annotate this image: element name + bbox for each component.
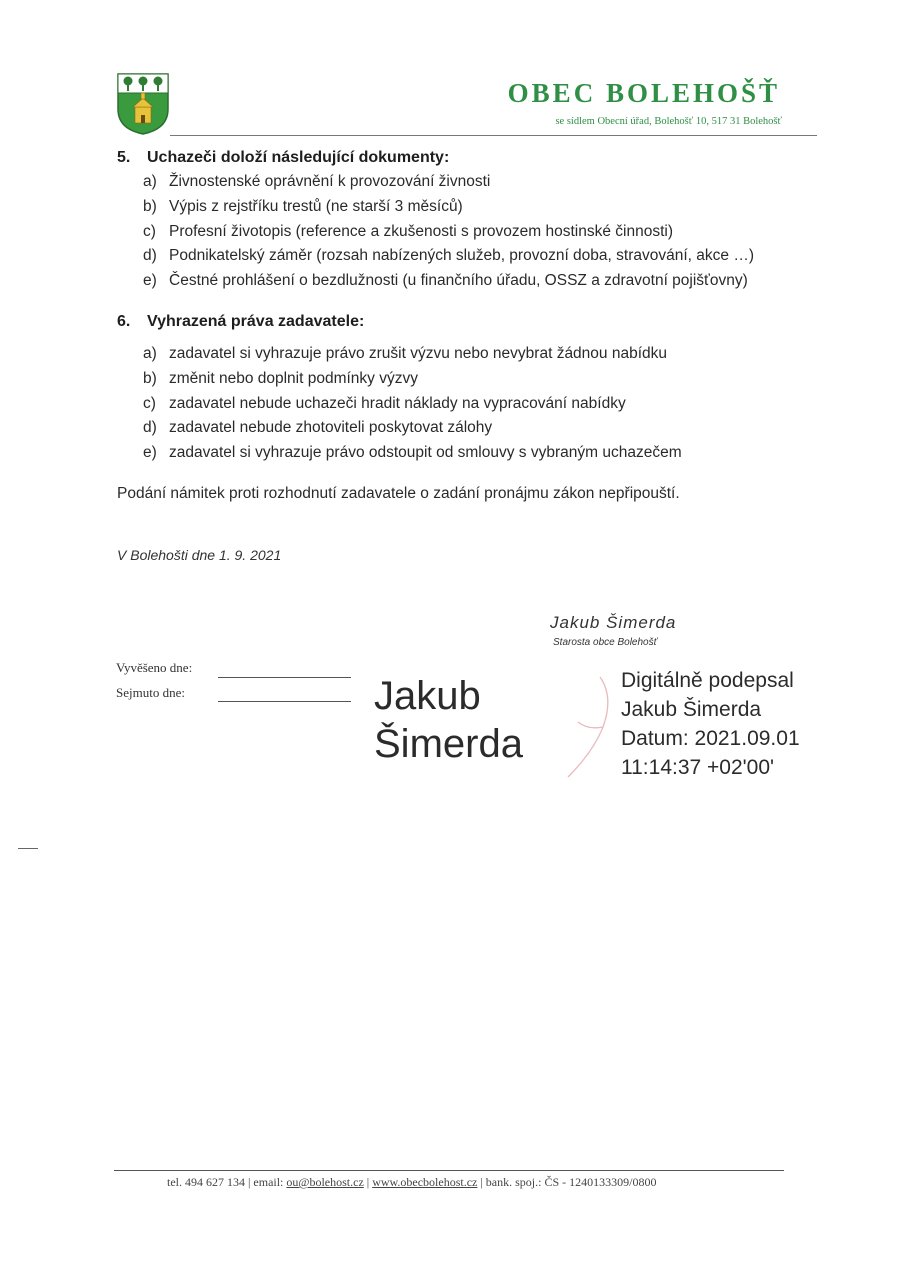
place-date: V Bolehošti dne 1. 9. 2021 xyxy=(117,547,282,563)
digital-signature-info xyxy=(621,666,800,782)
list-item: e) zadavatel si vyhrazuje právo odstoupit od smlouvy s vybraným uchazečem xyxy=(143,444,682,461)
footer-contact: tel. 494 627 134 | email: ou@bolehost.cz | www.obecbolehost.cz | bank. spoj.: ČS - 1240133309/0800 xyxy=(167,1175,657,1189)
signer-name: Jakub Šimerda xyxy=(550,613,677,632)
removed-label: Sejmuto dne: xyxy=(116,685,185,700)
digital-signature-line: 11:14:37 +02'00' xyxy=(621,756,775,779)
list-item: e) Čestné prohlášení o bezdlužnosti (u finančního úřadu, OSSZ a zdravotní pojišťovny) xyxy=(143,272,748,289)
section-5-number: 5. xyxy=(117,149,131,166)
signature-name-large xyxy=(374,672,523,768)
section-6-number: 6. xyxy=(117,313,131,330)
signature-stroke-icon xyxy=(548,672,618,782)
digital-signature-line: Jakub Šimerda xyxy=(621,698,762,721)
list-item: d) zadavatel nebude zhotoviteli poskytovat zálohy xyxy=(143,419,493,436)
header-divider xyxy=(170,135,817,136)
signature-name-last: Šimerda xyxy=(374,722,523,766)
org-name: OBEC BOLEHOŠŤ xyxy=(507,78,780,108)
list-item: b) změnit nebo doplnit podmínky výzvy xyxy=(143,370,418,387)
municipal-crest-icon xyxy=(117,73,169,135)
footer-bank: bank. spoj.: ČS - 1240133309/0800 xyxy=(485,1175,657,1189)
list-item: a) Živnostenské oprávnění k provozování živnosti xyxy=(143,173,491,190)
org-address: se sídlem Obecní úřad, Bolehošť 10, 517 31 Bolehošť xyxy=(555,116,782,127)
list-item: c) Profesní životopis (reference a zkušenosti s provozem hostinské činnosti) xyxy=(143,223,673,240)
signer-role: Starosta obce Bolehošť xyxy=(553,637,658,648)
footer-divider xyxy=(114,1170,784,1171)
margin-mark xyxy=(18,848,38,849)
digital-signature-line: Datum: 2021.09.01 xyxy=(621,727,800,750)
list-item: a) zadavatel si vyhrazuje právo zrušit výzvu nebo nevybrat žádnou nabídku xyxy=(143,345,668,362)
closing-paragraph: Podání námitek proti rozhodnutí zadavatele o zadání pronájmu zákon nepřipouští. xyxy=(117,485,680,502)
footer-website-link[interactable]: www.obecbolehost.cz xyxy=(372,1175,478,1189)
posted-label: Vyvěšeno dne: xyxy=(116,660,193,675)
section-6-heading xyxy=(117,313,364,331)
section-5-heading xyxy=(117,149,449,167)
section-5-title: Uchazeči doloží následující dokumenty: xyxy=(147,149,450,166)
footer-email-link[interactable]: ou@bolehost.cz xyxy=(286,1175,364,1189)
list-item: d) Podnikatelský záměr (rozsah nabízených služeb, provozní doba, stravování, akce …) xyxy=(143,247,754,264)
signature-name-first: Jakub xyxy=(374,674,481,718)
section-6-title: Vyhrazená práva zadavatele: xyxy=(147,313,365,330)
digital-signature-line: Digitálně podepsal xyxy=(621,669,794,692)
posted-date-line xyxy=(218,677,351,678)
list-item: b) Výpis z rejstříku trestů (ne starší 3 měsíců) xyxy=(143,198,463,215)
removed-date-line xyxy=(218,701,351,702)
footer-phone: tel. 494 627 134 xyxy=(167,1175,245,1189)
footer-email-label: email: xyxy=(253,1175,284,1189)
list-item: c) zadavatel nebude uchazeči hradit náklady na vypracování nabídky xyxy=(143,395,626,412)
